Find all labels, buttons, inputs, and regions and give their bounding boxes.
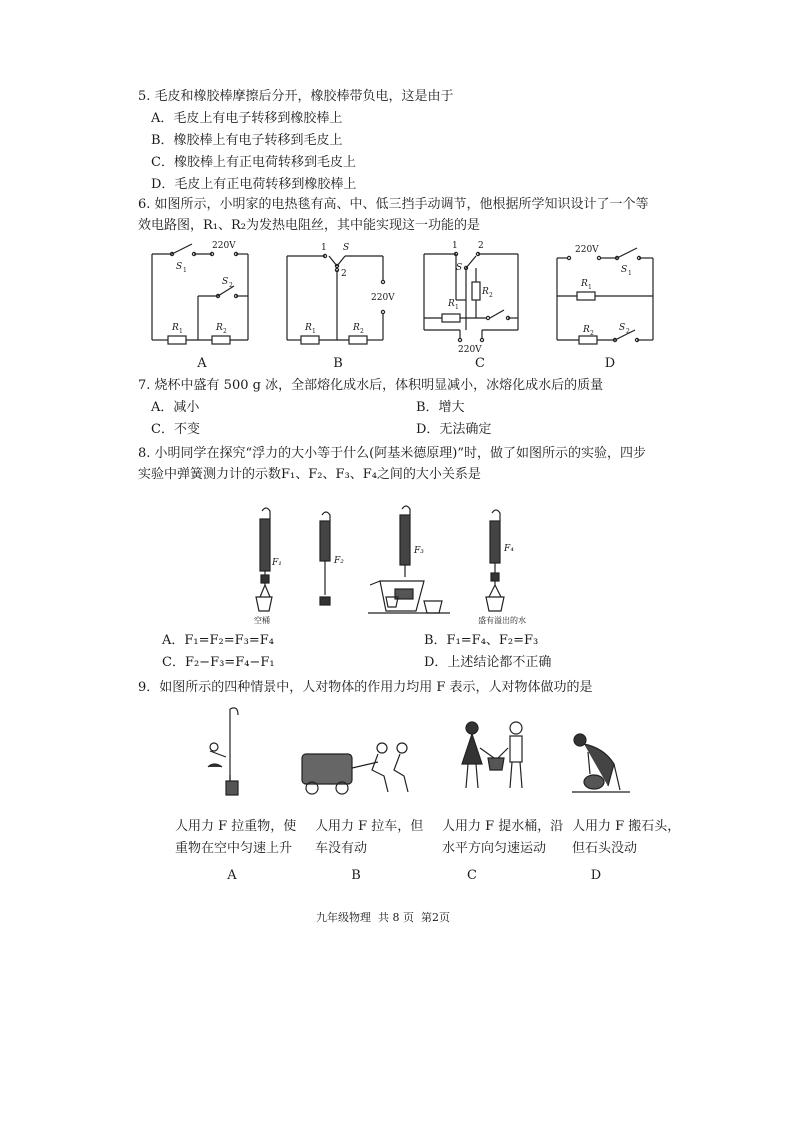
scene-a-illustration (196, 705, 256, 800)
circuit-d-r1: R (581, 279, 588, 289)
circuit-b-caption: B (333, 356, 343, 371)
circuit-d-r2: R (583, 325, 590, 335)
q5-option-a: A．毛皮上有电子转移到橡胶棒上 (151, 111, 343, 126)
scene-b-illustration (298, 740, 428, 800)
scene-c-caption-line1: 人用力 F 提水桶，沿 (442, 819, 564, 834)
circuit-b-r1: R (305, 323, 312, 333)
circuit-d-s2: S (619, 323, 626, 333)
circuit-a-s1: S (176, 262, 183, 272)
q8-f1: F₁ (272, 558, 282, 568)
q7-option-d: D．无法确定 (416, 422, 492, 437)
circuit-c-r2-sub: 2 (489, 292, 493, 299)
q5-option-d: D．毛皮上有正电荷转移到橡胶棒上 (151, 177, 357, 192)
circuit-c-pos1: 1 (452, 241, 458, 251)
q8-stem-line1: 8. 小明同学在探究“浮力的大小等于什么(阿基米德原理)”时，做了如图所示的实验，四步 (138, 446, 646, 461)
q8-figure (240, 505, 530, 625)
circuit-a (150, 240, 255, 350)
circuit-d-r2-sub: 2 (590, 330, 594, 337)
circuit-a-s1-sub: 1 (183, 267, 187, 274)
q8-f4: F₄ (504, 544, 514, 554)
circuit-c-s: S (456, 263, 463, 273)
q5-option-b: B．橡胶棒上有电子转移到毛皮上 (151, 133, 343, 148)
scene-b-letter: B (351, 868, 361, 883)
q7-option-b: B．增大 (416, 400, 465, 415)
circuit-b-r2: R (353, 323, 360, 333)
q8-empty-bucket: 空桶 (254, 616, 270, 625)
scene-c-illustration (450, 718, 540, 798)
circuit-c-r2: R (482, 287, 489, 297)
q7-option-a: A．减小 (151, 400, 200, 415)
q9-stem: 9．如图所示的四种情景中，人对物体的作用力均用 F 表示，人对物体做功的是 (138, 680, 593, 695)
q8-f3: F₃ (414, 546, 424, 556)
circuit-a-s2-sub: 2 (229, 282, 233, 289)
q8-option-c: C．F₂−F₃=F₄−F₁ (162, 655, 275, 670)
circuit-a-voltage: 220V (212, 241, 236, 251)
circuit-b-voltage: 220V (371, 293, 395, 303)
circuit-d-s1-sub: 1 (628, 270, 632, 277)
circuit-d-voltage: 220V (575, 245, 599, 255)
q8-option-d: D．上述结论都不正确 (424, 655, 552, 670)
circuit-b-pos2: 2 (341, 269, 347, 279)
scene-a-caption-line1: 人用力 F 拉重物，使 (175, 819, 297, 834)
q8-option-a: A．F₁=F₂=F₃=F₄ (162, 633, 274, 648)
circuit-d-caption: D (604, 356, 616, 371)
q8-stem-line2: 实验中弹簧测力计的示数F₁、F₂、F₃、F₄之间的大小关系是 (138, 467, 481, 482)
circuit-d-s2-sub: 2 (626, 328, 630, 335)
circuit-a-r1-sub: 1 (179, 328, 183, 335)
q8-option-b: B．F₁=F₄、F₂=F₃ (424, 633, 539, 648)
circuit-c-r1-sub: 1 (455, 304, 459, 311)
q5-option-c: C．橡胶棒上有正电荷转移到毛皮上 (151, 155, 356, 170)
q8-water-bucket: 盛有溢出的水 (478, 616, 526, 625)
circuit-b-pos1: 1 (321, 243, 327, 253)
circuit-a-r2-sub: 2 (223, 328, 227, 335)
scene-d-caption-line1: 人用力 F 搬石头， (572, 819, 681, 834)
scene-b-caption-line2: 车没有动 (315, 841, 368, 856)
scene-a-caption-line2: 重物在空中匀速上升 (175, 841, 293, 856)
circuit-c-caption: C (475, 356, 485, 371)
scene-d-letter: D (590, 868, 602, 883)
q6-stem-line2: 效电路图，R₁、R₂为发热电阻丝，其中能实现这一功能的是 (138, 218, 480, 233)
scene-c-caption-line2: 水平方向匀速运动 (442, 841, 547, 856)
page-footer: 九年级物理 共 8 页 第2页 (316, 911, 450, 924)
circuit-a-r1: R (172, 323, 179, 333)
scene-a-letter: A (227, 868, 237, 883)
circuit-d-r1-sub: 1 (588, 284, 592, 291)
circuit-c-pos2: 2 (478, 241, 484, 251)
q7-option-c: C．不变 (151, 422, 200, 437)
scene-d-caption-line2: 但石头没动 (572, 841, 638, 856)
circuit-b-r1-sub: 1 (312, 328, 316, 335)
circuit-a-caption: A (197, 356, 207, 371)
circuit-a-r2: R (216, 323, 223, 333)
circuit-c-voltage: 220V (458, 345, 482, 355)
circuit-b-r2-sub: 2 (360, 328, 364, 335)
q6-stem-line1: 6. 如图所示，小明家的电热毯有高、中、低三挡手动调节，他根据所学知识设计了一个等 (138, 197, 649, 212)
circuit-a-s2: S (222, 277, 229, 287)
scene-c-letter: C (467, 868, 477, 883)
circuit-c-r1: R (448, 299, 455, 309)
q7-stem: 7. 烧杯中盛有 500 g 冰，全部熔化成水后，体积明显减小，冰熔化成水后的质量 (138, 378, 604, 393)
q5-stem: 5. 毛皮和橡胶棒摩擦后分开，橡胶棒带负电，这是由于 (138, 89, 454, 104)
circuit-d-s1: S (621, 265, 628, 275)
circuit-b-s: S (343, 243, 350, 253)
circuit-c (420, 240, 525, 355)
scene-b-caption-line1: 人用力 F 拉车，但 (315, 819, 424, 834)
q8-f2: F₂ (334, 556, 344, 566)
scene-d-illustration (566, 730, 636, 800)
circuit-d (555, 240, 660, 350)
circuit-b (285, 240, 395, 350)
